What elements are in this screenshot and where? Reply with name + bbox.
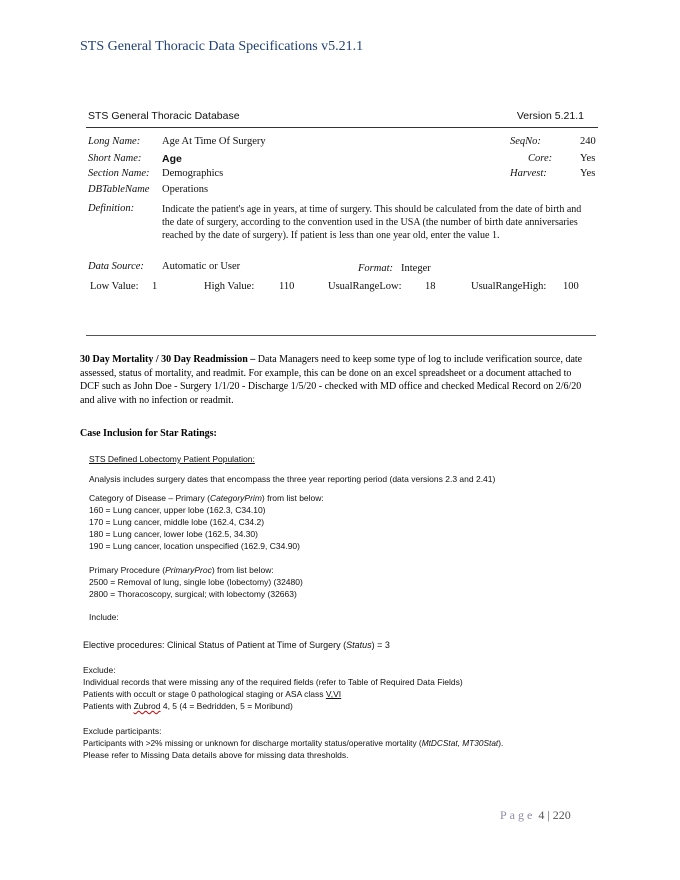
- page-footer: [500, 808, 571, 823]
- category-item: 190 = Lung cancer, location unspecified (162.9, C34.90): [89, 541, 300, 551]
- category-item: 170 = Lung cancer, middle lobe (162.4, C34.2): [89, 517, 265, 527]
- elective-field: Status: [346, 640, 372, 650]
- seqno-label: SeqNo:: [510, 136, 541, 147]
- participants-fields: MtDCStat, MT30Stat: [421, 738, 499, 748]
- seqno-value: 240: [580, 136, 596, 147]
- elective-line: [83, 640, 390, 651]
- long-name-value: Age At Time Of Surgery: [162, 136, 266, 147]
- page-separator: |: [547, 808, 550, 822]
- category-item: 180 = Lung cancer, lower lobe (162.5, 34.30): [89, 529, 258, 539]
- elective-prefix: Elective procedures: Clinical Status of Patient at Time of Surgery (: [83, 640, 347, 650]
- category-suffix: ) from list below:: [261, 493, 324, 503]
- usual-range-high-value: 100: [563, 281, 579, 292]
- usual-range-low-label: UsualRangeLow:: [328, 281, 402, 292]
- core-label: Core:: [528, 153, 553, 164]
- participants-line: [83, 738, 503, 749]
- format-value: Integer: [401, 263, 431, 274]
- data-source-label: Data Source:: [88, 261, 144, 272]
- zubrod-word: Zubrod: [133, 701, 161, 711]
- analysis-text: Analysis includes surgery dates that encompass the three year reporting period (data versions 2.3 and 2.41): [89, 474, 496, 484]
- staging-prefix: Patients with occult or stage 0 pathological staging or ASA class: [83, 689, 326, 699]
- participants-prefix: Participants with >2% missing or unknown for discharge mortality status/operative mortality (: [83, 738, 422, 748]
- exclude-participants-label: Exclude participants:: [83, 726, 162, 736]
- long-name-label: Long Name:: [88, 136, 141, 147]
- usual-range-low-value: 18: [425, 281, 436, 292]
- section-name-value: Demographics: [162, 168, 224, 179]
- exclude-label: Exclude:: [83, 665, 116, 675]
- zubrod-prefix: Patients with: [83, 701, 134, 711]
- definition-text: Indicate the patient's age in years, at time of surgery. This should be calculated from the date of birth and the date of surgery, according to the convention used in the USA (the number of birth date anniversaries reached by the date of surgery). If patient is less than one year old, enter the value 1.: [162, 204, 582, 241]
- exclude-line-zubrod: [83, 701, 293, 712]
- short-name-value: Age: [162, 153, 182, 165]
- spec-version: Version 5.21.1: [516, 110, 584, 122]
- procedure-item: 2500 = Removal of lung, single lobe (lobectomy) (32480): [89, 577, 303, 587]
- procedure-prefix: Primary Procedure (: [89, 565, 166, 575]
- zubrod-suffix: 4, 5 (4 = Bedridden, 5 = Moribund): [160, 701, 293, 711]
- case-inclusion-title: Case Inclusion for Star Ratings:: [80, 428, 217, 439]
- population-heading: STS Defined Lobectomy Patient Population:: [89, 454, 255, 464]
- core-value: Yes: [580, 153, 596, 164]
- usual-range-high-label: UsualRangeHigh:: [471, 281, 547, 292]
- high-value-label: High Value:: [204, 281, 255, 292]
- definition-label: Definition:: [88, 203, 135, 214]
- data-spec-box: [86, 108, 598, 298]
- low-value-label: Low Value:: [90, 281, 139, 292]
- asa-class: V,VI: [325, 689, 342, 699]
- exclude-line-required: Individual records that were missing any of the required fields (refer to Table of Required Data Fields): [83, 677, 463, 687]
- format-label: Format:: [358, 263, 393, 274]
- low-value: 1: [152, 281, 158, 292]
- category-item: 160 = Lung cancer, upper lobe (162.3, C34.10): [89, 505, 266, 515]
- short-name-label: Short Name:: [88, 153, 142, 164]
- category-heading: [89, 493, 324, 504]
- page-number: 4: [538, 808, 545, 822]
- section-separator: [86, 335, 596, 336]
- category-field: CategoryPrim: [209, 493, 262, 503]
- harvest-value: Yes: [580, 168, 596, 179]
- exclude-line-staging: [83, 689, 341, 700]
- mortality-paragraph-title: 30 Day Mortality / 30 Day Readmission –: [80, 354, 256, 365]
- procedure-field: PrimaryProc: [165, 565, 212, 575]
- document-header-title: STS General Thoracic Data Specifications v5.21.1: [80, 39, 364, 54]
- page-total: 220: [552, 808, 571, 822]
- data-source-value: Automatic or User: [162, 261, 241, 272]
- procedure-item: 2800 = Thoracoscopy, surgical; with lobectomy (32663): [89, 589, 297, 599]
- missing-data-note: Please refer to Missing Data details above for missing data thresholds.: [83, 750, 349, 760]
- spec-database-name: STS General Thoracic Database: [88, 110, 240, 122]
- spec-divider: [86, 127, 598, 128]
- category-prefix: Category of Disease – Primary (: [89, 493, 210, 503]
- participants-suffix: ).: [498, 738, 504, 748]
- page-word: Page: [500, 808, 536, 822]
- procedure-suffix: ) from list below:: [211, 565, 274, 575]
- include-label: Include:: [89, 612, 119, 622]
- mortality-paragraph-text: Data Managers need to keep some type of log to include verification source, date assessed, status of mortality, and readmit. For example, this can be done on an excel spreadsheet or a document attached to DCF such as John Doe - Surgery 1/1/20 - Discharge 1/5/20 - checked with MD office and checked Medical Record on 2/6/20 and alive with no infection or readmit.: [80, 354, 583, 407]
- dbtable-label: DBTableName: [88, 184, 150, 195]
- mortality-paragraph: [80, 353, 590, 408]
- dbtable-value: Operations: [162, 184, 209, 195]
- section-name-label: Section Name:: [88, 168, 150, 179]
- harvest-label: Harvest:: [510, 168, 547, 179]
- procedure-heading: [89, 565, 274, 576]
- elective-suffix: ) = 3: [371, 640, 390, 650]
- high-value: 110: [279, 281, 295, 292]
